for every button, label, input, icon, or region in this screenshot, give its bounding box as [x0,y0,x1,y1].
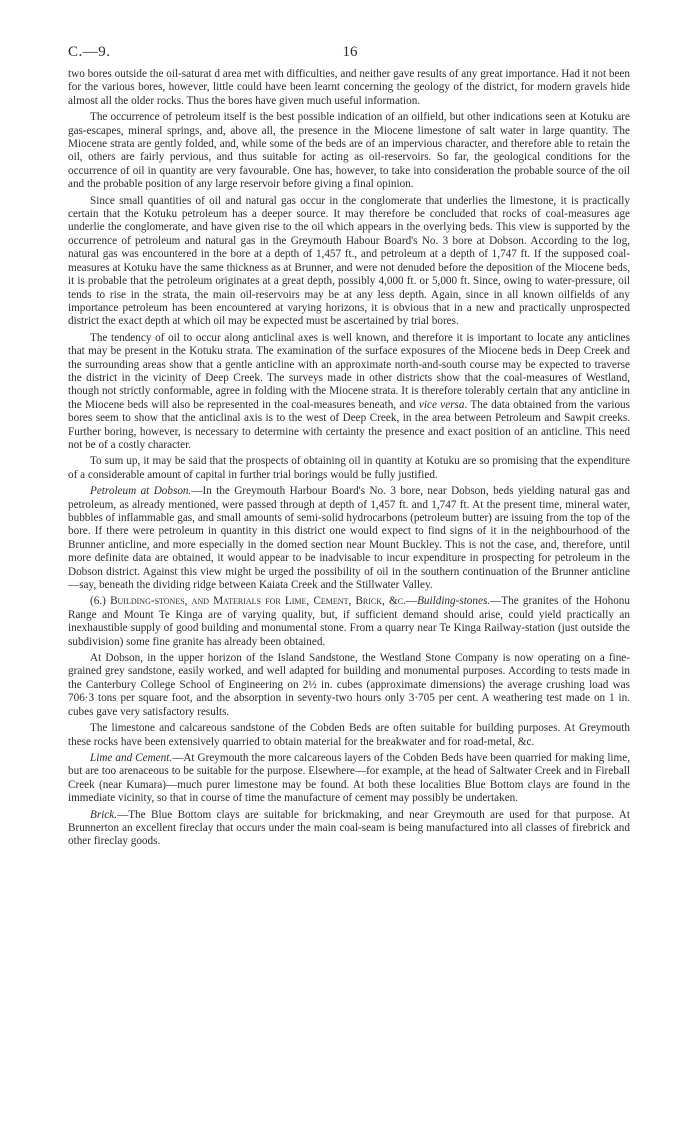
subheading-building-stones: Building-stones. [417,595,491,608]
paragraph-brick: Brick.—The Blue Bottom clays are suitable for brickmaking, and near Greymouth are used for that purpose. At Brunnerton an excellent fireclay that occurs under the main coal-seam is being manufactured into all classes of firebrick and other fireclay goods. [68,808,630,848]
paragraph-petroleum-indications: The occurrence of petroleum itself is the best possible indication of an oilfield, but other indications seen at Kotuku are gas-escapes, mineral springs, and, above all, the presence in the Miocene limestone of salt water in large quantity. The Miocene strata are gently folded, and, while some of the beds are of an impervious character, and therefore able to retain the oil, others are fairly pervious, and thus suitable for acting as oil-reservoirs. So far, the geological conditions for the occurrence of oil in quantity are very favourable. One has, however, to take into consideration the probable source of the oil and the probable position of any large reservoir before giving a final opinion. [68,111,630,191]
paragraph-anticlines: The tendency of oil to occur along anticlinal axes is well known, and therefore it is important to locate any anticlines that may be present in the Kotuku strata. The examination of the surface exposures of the Miocene beds in Deep Creek and the surrounding areas show that a gentle anticline with an approximate north-and-south course may be expected to traverse the district in the vicinity of Deep Creek. The surveys made in other districts show that the coal-measures of Westland, though not strictly conformable, agree in folding with the Miocene strata. It is therefore tolerably certain that any anticline in the Miocene beds will also be represented in the coal-measures beneath, and vice versa. The data obtained from the various bores seem to show that the anticlinal axis is to the west of Deep Creek, in the area between Petroleum and Sawpit creeks. Further boring, however, is necessary to determine with certainty the presence and exact position of an anticline. This need not be of a costly character. [68,331,630,451]
section-heading-building-stones: Building-stones, and Materials for Lime, Cement, Brick, &c. [110,595,406,608]
paragraph-building-stones: (6.) Building-stones, and Materials for Lime, Cement, Brick, &c.—Building-stones.—The granites of the Hohonu Range and Mount Te Kinga are of varying quality, but, if sufficient demand should arise, could yield practically an inexhaustible supply of good building and monumental stone. From a quarry near Te Kinga Railway-station (just outside the subdivision) some fine granite has already been obtained. [68,595,630,648]
page-header [68,44,632,64]
subheading-petroleum-dobson: Petroleum at Dobson. [90,485,192,498]
paragraph-petroleum-dobson: Petroleum at Dobson.—In the Greymouth Harbour Board's No. 3 bore, near Dobson, beds yielding natural gas and petroleum, as already mentioned, were passed through at depth of 1,457 ft. and 1,747 ft. At the present time, mineral water, bubbles of inflammable gas, and small amounts of semi-solid hydrocarbons (petroleum butter) are issuing from the top of the bore. If there were petroleum in quantity in this district one would expect to find signs of it in the neighbourhood of the Brunner anticline, and more especially in the domed section near Mount Buckley. This is not the case, and, therefore, until more definite data are obtained, it would appear to be inadvisable to incur expenditure in prospecting for petroleum in the Dobson district. Against this view might be urged the possibility of oil in the southern continuation of the Brunner anticline—say, beneath the dividing ridge between Kaiata Creek and the Stillwater Valley. [68,485,630,592]
subheading-lime-cement: Lime and Cement. [90,751,173,764]
subheading-brick: Brick. [90,808,118,821]
paragraph-lime-cement: Lime and Cement.—At Greymouth the more calcareous layers of the Cobden Beds have been quarried for making lime, but are too arenaceous to be suitable for the purpose. Elsewhere—for example, at the head of Saltwater Creek and in Fireball Creek (near Kumara)—much purer limestone may be found. At both these localities Blue Bottom clays are found in the immediate vicinity, so that in course of time the manufacture of cement may possibly be undertaken. [68,751,630,805]
paragraph-bores-conclusion: two bores outside the oil-saturat d area met with difficulties, and neither gave results of any great importance. Had it not been for the various bores, however, little could have been learnt concerning the geology of the district, for modern gravels hide almost all the older rocks. Thus the bores have given much useful information. [68,68,630,107]
page-number: 16 [342,44,358,60]
body-text [68,68,630,852]
paragraph-oil-source: Since small quantities of oil and natural gas occur in the conglomerate that underlies the limestone, it is practically certain that the Kotuku petroleum has a deeper source. It may therefore be concluded that rocks of coal-measures age underlie the conglomerate, and have given rise to the oil which appears in the overlying beds. This view is supported by the occurrence of petroleum and natural gas in the Greymouth Habour Board's No. 3 bore at Dobson. According to the log, natural gas was encountered in the bore at a depth of 1,457 ft., and petroleum at a depth of 1,747 ft. If the supposed coal-measures at Kotuku have the same thickness as at Brunner, and were not denuded before the deposition of the Miocene beds, it is probable that the petroleum originates at a great depth, possibly 4,000 ft. or 5,000 ft. Since, owing to water-pressure, oil tends to rise in the strata, the main oil-reservoirs may be at any less depth. Again, since in all known oilfields of any importance petroleum has been encountered at varying horizons, it is obvious that in a new and practically unprospected district the exact depth at which oil may be expected must be ascertained by trial bores. [68,194,630,328]
document-reference: C.—9. [68,44,111,60]
paragraph-cobden-limestone: The limestone and calcareous sandstone of the Cobden Beds are often suitable for building purposes. At Greymouth these rocks have been extensively quarried to obtain material for the breakwater and for road-metal, &c. [68,722,630,748]
italic-vice-versa: vice versa [418,398,465,411]
paragraph-summary: To sum up, it may be said that the prospects of obtaining oil in quantity at Kotuku are so promising that the expenditure of a considerable amount of capital in further trial borings would be fully justified. [68,455,630,481]
paragraph-dobson-sandstone: At Dobson, in the upper horizon of the Island Sandstone, the Westland Stone Company is now operating on a fine-grained grey sandstone, easily worked, and well adapted for building and monumental purposes. According to tests made in the Canterbury College School of Engineering on 2½ in. cubes (approximate dimensions) the average crushing load was 706·3 tons per square foot, and the absorption in seventy-two hours only 3·705 per cent. A weathering test made on 1 in. cubes gave very satisfactory results. [68,652,630,718]
